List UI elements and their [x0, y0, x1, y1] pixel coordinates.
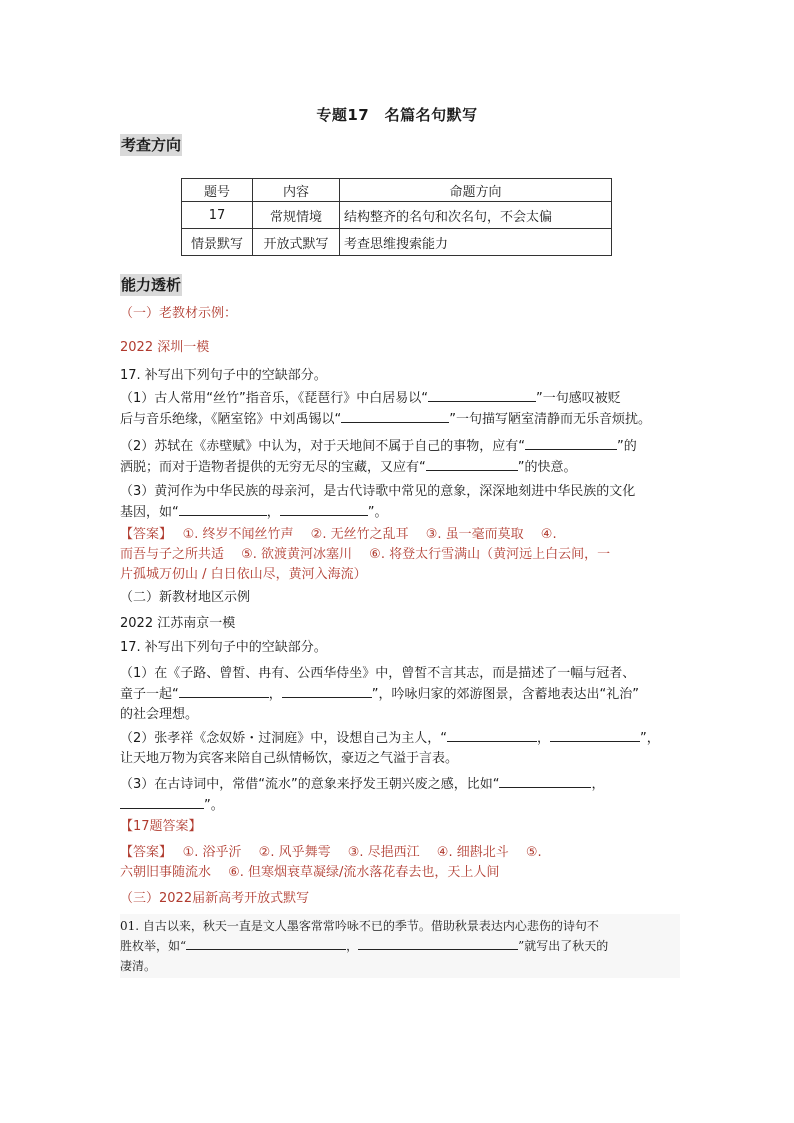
- part2-answer: 【答案】 ①. 浴乎沂 ②. 风乎舞雩 ③. 尽挹西江 ④. 细斟北斗 ⑤. 六朝旧事随流水 ⑥. 但寒烟衰草凝绿/流水落花春去也，天上人间: [120, 845, 542, 880]
- answer-blank[interactable]: [282, 684, 372, 698]
- header-cell-number: 题号: [182, 179, 253, 202]
- part1-q2: （2）苏轼在《赤壁赋》中认为，对于天地间不属于自己的事物，应有“ ”的 洒脱；而对于造物者提供的无穷无尽的宝藏，又应有“ ”的快意。: [120, 436, 680, 478]
- part2-answer-heading: 【17题答案】: [120, 819, 202, 834]
- page-title: 专题17 名篇名句默写: [316, 106, 478, 124]
- part1-q1: （1）古人常用“丝竹”指音乐，《琵琶行》中白居易以“ ”一句感叹被贬 后与音乐绝缘，《陋室铭》中刘禹锡以“ ”一句描写陋室清静而无乐音烦扰。: [120, 388, 680, 430]
- part2-question: 17. 补写出下列句子中的空缺部分。: [120, 640, 327, 655]
- answer-blank[interactable]: [358, 936, 518, 950]
- answer-blank[interactable]: [179, 684, 269, 698]
- part3-heading: （三）2022届新高考开放式默写: [120, 891, 310, 906]
- answer-blank[interactable]: [186, 936, 346, 950]
- table-cell-content: 常规情境: [253, 202, 340, 229]
- table-cell-direction: 结构整齐的名句和次名句，不会太偏: [340, 202, 612, 229]
- answer-blank[interactable]: [525, 436, 617, 450]
- part2-q3: （3）在古诗词中，常借“流水”的意象来抒发王朝兴废之感，比如“ ， ”。: [120, 774, 680, 816]
- table-cell-number: 情景默写: [182, 229, 253, 256]
- section-heading-exam-direction: 考查方向: [121, 136, 182, 154]
- answer-blank[interactable]: [447, 728, 537, 742]
- header-cell-direction: 命题方向: [340, 179, 612, 202]
- answer-blank[interactable]: [120, 795, 204, 809]
- section-heading-ability: 能力透析: [121, 276, 182, 294]
- part2-heading: （二）新教材地区示例: [120, 590, 251, 605]
- part1-question: 17. 补写出下列句子中的空缺部分。: [120, 368, 327, 383]
- table-cell-number: 17: [182, 202, 253, 229]
- answer-blank[interactable]: [550, 728, 640, 742]
- part2-q1: （1）在《子路、曾皙、冉有、公西华侍坐》中，曾皙不言其志，而是描述了一幅与冠者、 童子一起“ ， ”，吟咏归家的郊游图景，含蓄地表达出“礼治” 的社会理想。: [120, 666, 639, 722]
- part2-q2: （2）张孝祥《念奴娇・过洞庭》中，设想自己为主人，“ ， ”， 让天地万物为宾客来陪自己纵情畅饮，豪迈之气溢于言表。: [120, 728, 680, 769]
- table-row: [182, 202, 612, 229]
- answer-blank[interactable]: [426, 457, 518, 471]
- part2-source: 2022 江苏南京一模: [120, 616, 236, 631]
- part1-answer: 【答案】 ①. 终岁不闻丝竹声 ②. 无丝竹之乱耳 ③. 虽一毫而莫取 ④. 而吾与子之所共适 ⑤. 欲渡黄河冰塞川 ⑥. 将登太行雪满山（黄河远上白云间，一 片孤城万仞山 / 白日依山尽，黄河入海流）: [120, 527, 611, 582]
- table-cell-direction: 考查思维搜索能力: [340, 229, 612, 256]
- answer-blank[interactable]: [341, 409, 449, 423]
- exam-direction-table: [181, 178, 612, 256]
- answer-blank[interactable]: [280, 502, 368, 516]
- part1-heading: （一）老教材示例：: [120, 306, 238, 321]
- answer-blank[interactable]: [428, 388, 536, 402]
- header-cell-content: 内容: [253, 179, 340, 202]
- part1-source: 2022 深圳一模: [120, 340, 210, 355]
- part1-q3: （3）黄河作为中华民族的母亲河，是古代诗歌中常见的意象，深深地刻进中华民族的文化 基因，如“ ， ”。: [120, 484, 636, 520]
- answer-blank[interactable]: [179, 502, 267, 516]
- table-cell-content: 开放式默写: [253, 229, 340, 256]
- answer-blank[interactable]: [499, 774, 591, 788]
- table-header-row: [182, 179, 612, 202]
- part3-question: 01. 自古以来，秋天一直是文人墨客常常吟咏不已的季节。借助秋景表达内心悲伤的诗句不 胜枚举，如“ ， ”就写出了秋天的 凄清。: [120, 914, 680, 978]
- table-row: [182, 229, 612, 256]
